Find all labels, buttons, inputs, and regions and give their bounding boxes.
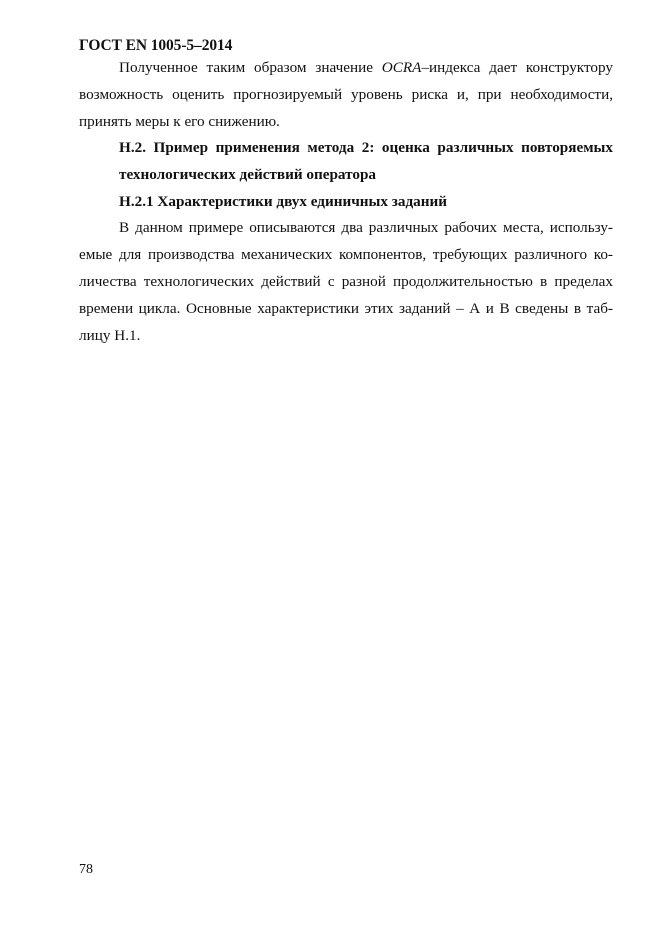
page-number: 78 xyxy=(79,862,93,877)
paragraph-line: личества технологических действий с разной продолжительностью в пределах xyxy=(79,273,613,290)
paragraph-line: возможность оценить прогнозируемый уровень риска и, при необходимости, xyxy=(79,86,613,103)
document-code-header: ГОСТ EN 1005-5–2014 xyxy=(79,37,233,54)
paragraph-line: емые для производства механических компонентов, требующих различного ко- xyxy=(79,246,613,263)
text-run: –индекса дает конструктору xyxy=(421,59,613,76)
section-heading-h2-1 xyxy=(119,188,613,215)
heading-line: технологических действий оператора xyxy=(119,166,377,183)
heading-line: H.2.1 Характеристики двух единичных заданий xyxy=(119,193,448,210)
section-heading-h2 xyxy=(119,134,613,188)
paragraph-line: лицу H.1. xyxy=(79,327,141,344)
paragraph-ocra-result xyxy=(79,54,613,135)
paragraph-workplaces-description xyxy=(79,214,613,349)
paragraph-line xyxy=(79,54,613,81)
paragraph-line: принять меры к его снижению. xyxy=(79,113,280,130)
ocra-italic-term: OCRA xyxy=(381,59,422,76)
paragraph-line: времени цикла. Основные характеристики этих заданий – А и В сведены в таб- xyxy=(79,300,613,317)
text-run: Полученное таким образом значение xyxy=(119,59,382,76)
heading-line: H.2. Пример применения метода 2: оценка различных повторяемых xyxy=(119,139,613,156)
paragraph-line: В данном примере описываются два различных рабочих места, использу- xyxy=(119,219,613,236)
